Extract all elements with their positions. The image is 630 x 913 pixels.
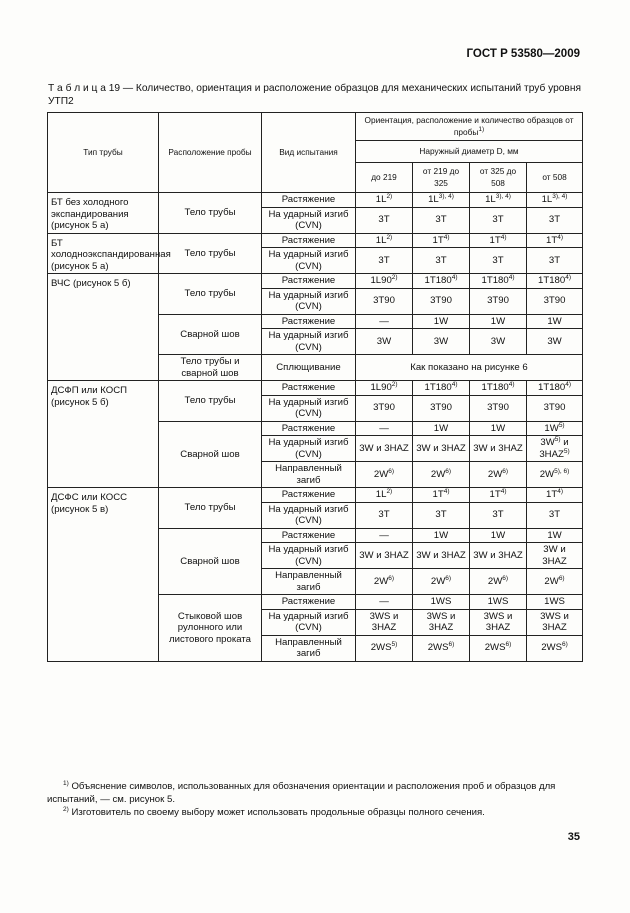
table-cell: Растяжение — [262, 528, 356, 543]
table-row — [48, 274, 583, 289]
col-test-type: Вид испытания — [262, 113, 356, 193]
col-pipe-type: Тип трубы — [48, 113, 159, 193]
table-cell: $2W^{5), 6)}$ — [527, 462, 583, 488]
table-cell: 1W — [470, 314, 527, 329]
table-cell: 3T90 — [527, 288, 583, 314]
table-cell: $3W^{5)}$ и 3HAZ$^{5)}$ — [527, 436, 583, 462]
col-d2: от 219 до 325 — [413, 163, 470, 193]
table-cell: Растяжение — [262, 193, 356, 208]
table-cell: На ударный изгиб (CVN) — [262, 395, 356, 421]
table-cell: 3T90 — [356, 288, 413, 314]
table-cell: 1WS — [413, 595, 470, 610]
table-cell: 3T — [470, 248, 527, 274]
table-cell: 3T — [527, 207, 583, 233]
table-cell: 1WS — [470, 595, 527, 610]
col-d1: до 219 — [356, 163, 413, 193]
table-cell: 3WS и 3HAZ — [527, 609, 583, 635]
table-cell: $1T^{4)}$ — [413, 488, 470, 503]
table-cell: 1W — [413, 314, 470, 329]
table-cell: 3T90 — [356, 395, 413, 421]
table-cell: 1W — [413, 421, 470, 436]
table-cell: 3WS и 3HAZ — [356, 609, 413, 635]
table-cell: Растяжение — [262, 314, 356, 329]
table-cell: $1T^{4)}$ — [470, 233, 527, 248]
pipe-type: БТ без холодного экспандирования (рисунок 5 а) — [48, 193, 159, 234]
table-cell: 3T — [413, 502, 470, 528]
table-cell: На ударный изгиб (CVN) — [262, 207, 356, 233]
col-diameter: Наружный диаметр D, мм — [356, 141, 583, 163]
table-cell: 1W — [470, 421, 527, 436]
table-cell: 2WS$^{5)}$ — [356, 635, 413, 661]
table-cell: 1T180$^{4)}$ — [413, 381, 470, 396]
sample-location: Сварной шов — [159, 528, 262, 595]
table-cell: На ударный изгиб (CVN) — [262, 248, 356, 274]
sample-location: Сварной шов — [159, 421, 262, 488]
table-cell: 2WS$^{6)}$ — [527, 635, 583, 661]
table-cell: На ударный изгиб (CVN) — [262, 609, 356, 635]
col-d3: от 325 до 508 — [470, 163, 527, 193]
table-cell: Растяжение — [262, 274, 356, 289]
table-cell: 3W и 3HAZ — [413, 436, 470, 462]
table-cell: 3T — [413, 207, 470, 233]
table-cell: $2W^{6)}$ — [413, 569, 470, 595]
table-cell: Направленный загиб — [262, 635, 356, 661]
table-cell: $2W^{6)}$ — [413, 462, 470, 488]
table-cell: 1T180$^{4)}$ — [470, 381, 527, 396]
table-cell: — — [356, 421, 413, 436]
table-cell: $1L^{3), 4)}$ — [413, 193, 470, 208]
table-cell: 3T90 — [413, 288, 470, 314]
table-cell: 1T180$^{4)}$ — [470, 274, 527, 289]
table-cell: 1W — [470, 528, 527, 543]
col-orientation: Ориентация, расположение и количество образцов от пробы$^{1)}$ — [356, 113, 583, 141]
pipe-type: ДСФС или КОСС (рисунок 5 в) — [48, 488, 159, 662]
table-cell: 1WS — [527, 595, 583, 610]
test-specimens-table — [47, 112, 583, 662]
table-cell: $1L^{2)}$ — [356, 488, 413, 503]
table-cell: Растяжение — [262, 233, 356, 248]
sample-location: Тело трубы — [159, 274, 262, 315]
sample-location: Тело трубы — [159, 381, 262, 422]
table-cell: 3T — [413, 248, 470, 274]
table-cell: На ударный изгиб (CVN) — [262, 502, 356, 528]
table-cell: 3W и 3HAZ — [527, 543, 583, 569]
table-cell: $2W^{6)}$ — [470, 462, 527, 488]
table-cell: На ударный изгиб (CVN) — [262, 329, 356, 355]
table-cell: 3T90 — [413, 395, 470, 421]
table-cell: 3W и 3HAZ — [470, 436, 527, 462]
table-cell: Направленный загиб — [262, 569, 356, 595]
table-cell: 3W и 3HAZ — [356, 436, 413, 462]
table-cell: $2W^{6)}$ — [356, 569, 413, 595]
table-cell: Растяжение — [262, 595, 356, 610]
table-cell: $2W^{6)}$ — [356, 462, 413, 488]
table-cell: 3T90 — [470, 288, 527, 314]
table-cell: 1W — [527, 528, 583, 543]
table-cell: Сплющивание — [262, 355, 356, 381]
page-number: 35 — [567, 831, 580, 843]
table-cell: 3W — [356, 329, 413, 355]
sample-location: Тело трубы — [159, 193, 262, 234]
table-cell: $1T^{4)}$ — [470, 488, 527, 503]
table-cell: 1T180$^{4)}$ — [527, 381, 583, 396]
table-cell: — — [356, 528, 413, 543]
table-cell: 3W — [413, 329, 470, 355]
table-cell: 1W — [527, 314, 583, 329]
table-cell: $2W^{6)}$ — [527, 569, 583, 595]
table-caption: Т а б л и ц а 19 — Количество, ориентация и расположение образцов для механических испытаний труб уровня УТП2 — [48, 83, 581, 107]
footnote-2: $^{2)}$ Изготовитель по своему выбору может использовать продольные образцы полного сечения. — [63, 805, 485, 818]
table-cell: Растяжение — [262, 488, 356, 503]
table-cell: 3T — [356, 502, 413, 528]
table-cell: $1W^{5)}$ — [527, 421, 583, 436]
sample-location: Стыковой шов рулонного или листового проката — [159, 595, 262, 662]
table-cell: 3W — [527, 329, 583, 355]
table-cell: 3T90 — [527, 395, 583, 421]
table-cell: $1T^{4)}$ — [527, 233, 583, 248]
footnote-1: $^{1)}$ Объяснение символов, использованных для обозначения ориентации и расположения проб и образцов для испытаний, — см. рисунок 5. — [47, 779, 556, 805]
table-cell: 3T — [356, 207, 413, 233]
table-cell: — — [356, 314, 413, 329]
sample-location: Сварной шов — [159, 314, 262, 355]
table-cell: 1L90$^{2)}$ — [356, 274, 413, 289]
table-row — [48, 488, 583, 503]
table-cell: 3T — [527, 248, 583, 274]
pipe-type: ДСФП или КОСП (рисунок 5 б) — [48, 381, 159, 488]
table-cell: $1L^{2)}$ — [356, 193, 413, 208]
table-cell: Как показано на рисунке 6 — [356, 355, 583, 381]
table-cell: 1T180$^{4)}$ — [527, 274, 583, 289]
table-cell: 3T90 — [470, 395, 527, 421]
table-cell: — — [356, 595, 413, 610]
table-cell: 1W — [413, 528, 470, 543]
pipe-type: ВЧС (рисунок 5 б) — [48, 274, 159, 381]
table-cell: 3W — [470, 329, 527, 355]
sample-location: Тело трубы — [159, 233, 262, 274]
table-cell: 1L90$^{2)}$ — [356, 381, 413, 396]
table-cell: На ударный изгиб (CVN) — [262, 288, 356, 314]
table-row — [48, 381, 583, 396]
sample-location: Тело трубы и сварной шов — [159, 355, 262, 381]
col-sample-location: Расположение пробы — [159, 113, 262, 193]
table-cell: 2WS$^{6)}$ — [413, 635, 470, 661]
table-cell: 2WS$^{6)}$ — [470, 635, 527, 661]
table-cell: 3W и 3HAZ — [356, 543, 413, 569]
table-cell: 3T — [470, 207, 527, 233]
table-cell: $2W^{6)}$ — [470, 569, 527, 595]
sample-location: Тело трубы — [159, 488, 262, 529]
col-d4: от 508 — [527, 163, 583, 193]
table-cell: $1T^{4)}$ — [527, 488, 583, 503]
table-cell: На ударный изгиб (CVN) — [262, 436, 356, 462]
table-cell: На ударный изгиб (CVN) — [262, 543, 356, 569]
table-cell: 3WS и 3HAZ — [470, 609, 527, 635]
table-cell: $1L^{2)}$ — [356, 233, 413, 248]
pipe-type: БТ холодноэкспандированная (рисунок 5 а) — [48, 233, 159, 274]
table-cell: 3W и 3HAZ — [470, 543, 527, 569]
table-cell: 3T — [470, 502, 527, 528]
table-cell: 3W и 3HAZ — [413, 543, 470, 569]
table-cell: Направленный загиб — [262, 462, 356, 488]
document-code: ГОСТ Р 53580—2009 — [466, 48, 580, 60]
table-row — [48, 193, 583, 208]
table-cell: Растяжение — [262, 381, 356, 396]
table-cell: 3WS и 3HAZ — [413, 609, 470, 635]
table-cell: 3T — [356, 248, 413, 274]
table-cell: 3T — [527, 502, 583, 528]
table-cell: Растяжение — [262, 421, 356, 436]
table-cell: $1T^{4)}$ — [413, 233, 470, 248]
table-cell: $1L^{3), 4)}$ — [527, 193, 583, 208]
table-row — [48, 233, 583, 248]
table-cell: 1T180$^{4)}$ — [413, 274, 470, 289]
table-cell: $1L^{3), 4)}$ — [470, 193, 527, 208]
